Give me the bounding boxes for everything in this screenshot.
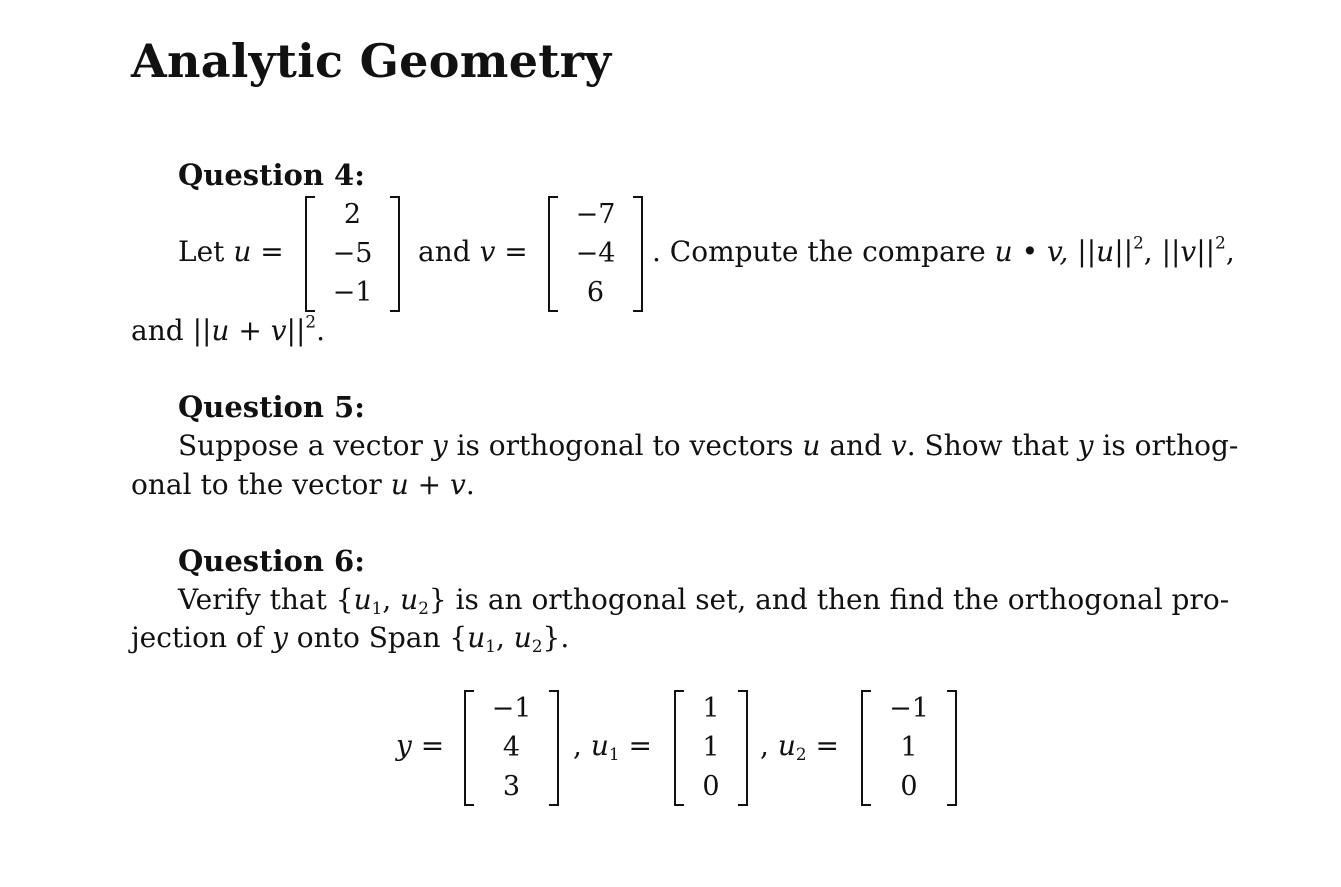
- q6-y-label: y =: [396, 729, 445, 762]
- matrix-entry: 4: [502, 732, 521, 763]
- matrix-entry: 6: [586, 277, 605, 308]
- matrix-entry: 1: [702, 732, 720, 763]
- left-bracket: [305, 196, 315, 312]
- question-6-heading: Question 6:: [178, 544, 365, 578]
- q6-line2-text: jection of y onto Span {$u_1$, $u_2$}.: [131, 621, 570, 657]
- q6-u2-matrix: [861, 690, 957, 806]
- q6-u1-label: , $u_1$ =: [573, 729, 652, 765]
- q6-u1-matrix: [674, 690, 748, 806]
- left-bracket: [861, 690, 871, 806]
- right-bracket: [390, 196, 400, 312]
- matrix-entry: 1: [702, 693, 720, 724]
- matrix-entry: −1: [332, 277, 373, 308]
- q5-line1-text: Suppose a vector y is orthogonal to vectors u and v. Show that y is orthog-: [178, 429, 1239, 462]
- q4-compute-text: . Compute the compare u • v, $||u||^2$, $||v||^2$,: [652, 232, 1235, 268]
- q6-u2-label: , $u_2$ =: [760, 729, 839, 765]
- matrix-entry: 3: [502, 771, 521, 802]
- left-bracket: [674, 690, 684, 806]
- matrix-entry: −1: [491, 693, 532, 724]
- right-bracket: [738, 690, 748, 806]
- q5-line2-text: onal to the vector u + v.: [131, 468, 475, 501]
- matrix-entry: 0: [702, 771, 720, 802]
- matrix-entry: 1: [900, 732, 918, 763]
- matrix-entry: −7: [575, 199, 616, 230]
- left-bracket: [548, 196, 558, 312]
- matrix-entry: −4: [575, 238, 616, 269]
- right-bracket: [633, 196, 643, 312]
- document-title: Analytic Geometry: [131, 34, 612, 88]
- q4-and-v-text: and v =: [418, 235, 528, 268]
- question-5-heading: Question 5:: [178, 390, 365, 424]
- left-bracket: [464, 690, 474, 806]
- q6-y-matrix: [464, 690, 559, 806]
- question-4-heading: Question 4:: [178, 158, 365, 192]
- q4-line2-text: and $||u + v||^2$.: [131, 311, 326, 347]
- q4-u-matrix: [305, 196, 400, 312]
- matrix-entry: −5: [332, 238, 373, 269]
- matrix-entry: 0: [900, 771, 918, 802]
- right-bracket: [947, 690, 957, 806]
- q4-v-matrix: [548, 196, 643, 312]
- matrix-entry: 2: [343, 199, 362, 230]
- matrix-entry: −1: [889, 693, 929, 724]
- right-bracket: [549, 690, 559, 806]
- q4-let-text: Let u =: [178, 235, 284, 268]
- q6-line1-text: Verify that {$u_1$, $u_2$} is an orthogonal set, and then find the orthogonal pro-: [178, 583, 1230, 619]
